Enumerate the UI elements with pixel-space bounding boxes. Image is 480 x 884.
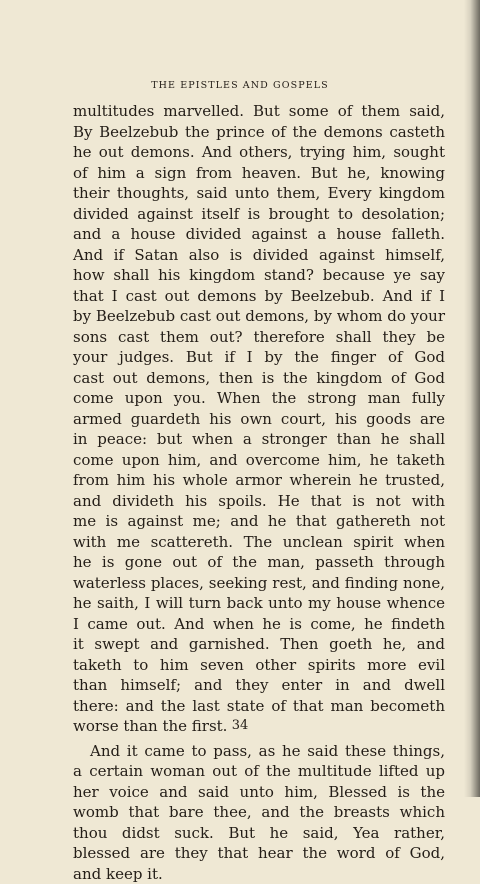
text-line: he out demons. And others, trying him, sought — [73, 142, 445, 163]
running-head: THE EPISTLES AND GOSPELS — [0, 80, 480, 91]
text-line: he saith, I will turn back unto my house whence — [73, 593, 445, 614]
text-line: armed guardeth his own court, his goods are — [73, 409, 445, 430]
paragraph — [73, 101, 445, 737]
text-line: and a house divided against a house falleth. — [73, 224, 445, 245]
text-line: your judges. But if I by the finger of God — [73, 347, 445, 368]
paragraph — [73, 741, 445, 884]
text-line: that I cast out demons by Beelzebub. And if I — [73, 286, 445, 307]
text-line: he is gone out of the man, passeth through — [73, 552, 445, 573]
text-line: it swept and garnished. Then goeth he, and — [73, 634, 445, 655]
text-line: how shall his kingdom stand? because ye say — [73, 265, 445, 286]
text-line: there: and the last state of that man becometh — [73, 696, 445, 717]
page-edge-shadow — [464, 0, 480, 797]
text-line: multitudes marvelled. But some of them said, — [73, 101, 445, 122]
text-line: come upon him, and overcome him, he taketh — [73, 450, 445, 471]
text-line: I came out. And when he is come, he findeth — [73, 614, 445, 635]
text-line: waterless places, seeking rest, and finding none, — [73, 573, 445, 594]
text-line: and keep it. — [73, 864, 445, 884]
page-number: 34 — [0, 718, 480, 733]
text-line: worse than the first. — [73, 716, 445, 737]
text-line: thou didst suck. But he said, Yea rather, — [73, 823, 445, 844]
text-line: with me scattereth. The unclean spirit when — [73, 532, 445, 553]
text-line: by Beelzebub cast out demons, by whom do your — [73, 306, 445, 327]
text-line: a certain woman out of the multitude lifted up — [73, 761, 445, 782]
text-line: and divideth his spoils. He that is not with — [73, 491, 445, 512]
text-line: her voice and said unto him, Blessed is the — [73, 782, 445, 803]
text-line: sons cast them out? therefore shall they be — [73, 327, 445, 348]
text-line: of him a sign from heaven. But he, knowing — [73, 163, 445, 184]
text-line: And it came to pass, as he said these things, — [73, 741, 445, 762]
text-line: divided against itself is brought to desolation; — [73, 204, 445, 225]
text-line: taketh to him seven other spirits more evil — [73, 655, 445, 676]
text-line: womb that bare thee, and the breasts which — [73, 802, 445, 823]
text-line: than himself; and they enter in and dwell — [73, 675, 445, 696]
text-line: from him his whole armor wherein he trusted, — [73, 470, 445, 491]
text-line: cast out demons, then is the kingdom of God — [73, 368, 445, 389]
text-line: And if Satan also is divided against himself, — [73, 245, 445, 266]
text-line: By Beelzebub the prince of the demons casteth — [73, 122, 445, 143]
text-line: their thoughts, said unto them, Every kingdom — [73, 183, 445, 204]
text-line: me is against me; and he that gathereth not — [73, 511, 445, 532]
text-line: in peace: but when a stronger than he shall — [73, 429, 445, 450]
text-line: come upon you. When the strong man fully — [73, 388, 445, 409]
text-block — [73, 101, 445, 884]
text-line: blessed are they that hear the word of God, — [73, 843, 445, 864]
